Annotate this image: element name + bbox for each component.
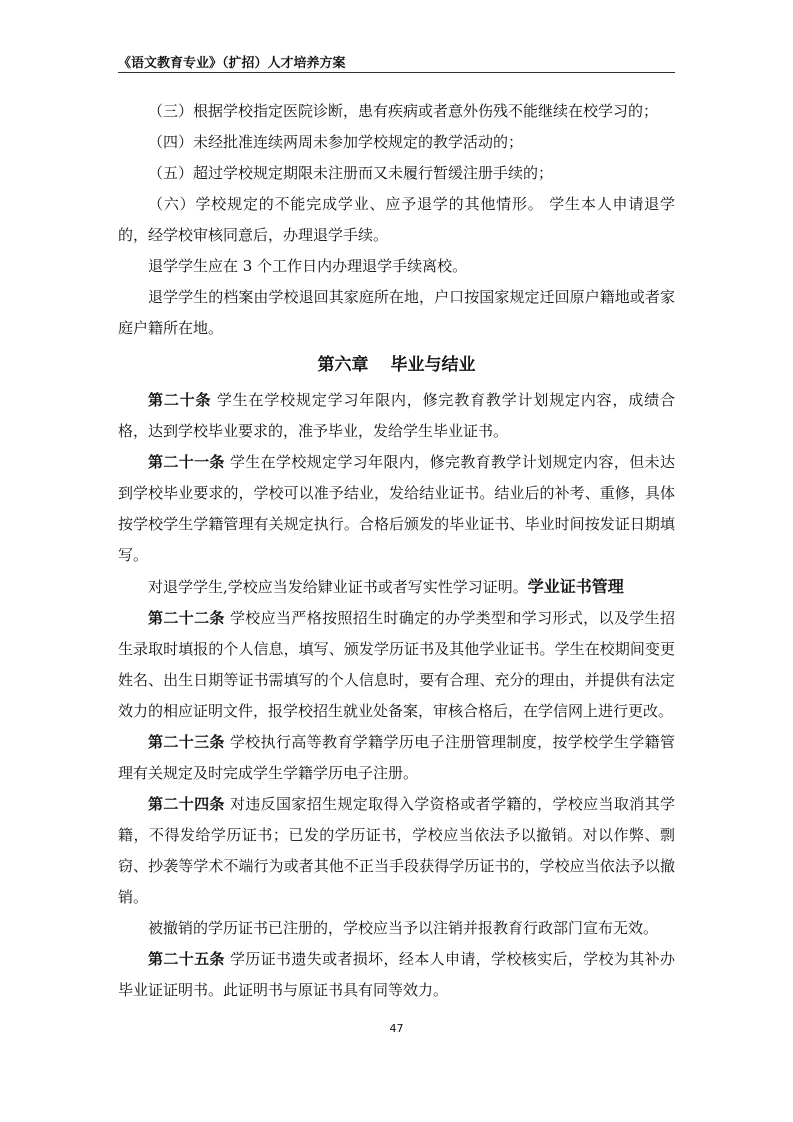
paragraph-leave-school: 退学学生应在 3 个工作日内办理退学手续离校。 <box>148 257 468 275</box>
paragraph-item-4: （四）未经批准连续两周未参加学校规定的教学活动的； <box>148 133 524 151</box>
article-text: 对违反国家招生规定取得入学资格或者学籍的，学校应当取消其学籍，不得发给学历证书；已发的学历证书，学校应当依法予以撤销。对以作弊、剽窃、抄袭等学术不端行为或者其他不正当手段获得学历证书的，学校应当依法予以撤销。 <box>118 795 675 906</box>
article-text: 学校执行高等教育学籍学历电子注册管理制度，按学校学生学籍管理有关规定及时完成学生学籍学历电子注册。 <box>118 733 675 782</box>
article-label: 第二十五条 <box>148 950 225 968</box>
article-text: 学校应当严格按照招生时确定的办学类型和学习形式，以及学生招生录取时填报的个人信息，填写、颁发学历证书及其他学业证书。学生在校期间变更姓名、出生日期等证书需填写的个人信息时，要有合理、充分的理由，并提供有法定效力的相应证明文件，报学校招生就业处备案，审核合格后，在学信网上进行更改。 <box>118 609 675 720</box>
article-label: 第二十四条 <box>148 795 225 813</box>
article-21 <box>118 447 675 571</box>
paragraph-revoked-certificate: 被撤销的学历证书已注册的，学校应当予以注销并报教育行政部门宣布无效。 <box>148 919 659 937</box>
article-23 <box>118 727 675 789</box>
article-text: 学生在学校规定学习年限内，修完教育教学计划规定内容，成绩合格，达到学校毕业要求的，准予毕业，发给学生毕业证书。 <box>118 391 675 440</box>
article-label: 第二十二条 <box>148 609 225 627</box>
article-label: 第二十一条 <box>148 453 225 471</box>
article-25 <box>118 944 675 1006</box>
paragraph-item-3: （三）根据学校指定医院诊断，患有疾病或者意外伤残不能继续在校学习的； <box>148 102 659 120</box>
article-22 <box>118 603 675 727</box>
article-label: 第二十三条 <box>148 733 225 751</box>
article-24 <box>118 789 675 913</box>
page-number: 47 <box>389 1022 404 1035</box>
chapter-number: 第六章 <box>317 355 369 375</box>
chapter-title: 毕业与结业 <box>390 355 476 375</box>
article-text: 学历证书遗失或者损坏，经本人申请，学校核实后，学校为其补办毕业证证明书。此证明书与原证书具有同等效力。 <box>118 950 675 999</box>
article-text: 学生在学校规定学习年限内，修完教育教学计划规定内容，但未达到学校毕业要求的，学校可以准予结业，发给结业证书。结业后的补考、重修，具体按学校学生学籍管理有关规定执行。合格后颁发的毕业证书、毕业时间按发证日期填写。 <box>118 453 675 564</box>
paragraph-archives: 退学学生的档案由学校退回其家庭所在地，户口按国家规定迁回原户籍地或者家庭户籍所在地。 <box>118 288 675 337</box>
article-20 <box>118 385 675 447</box>
header-divider <box>118 72 675 73</box>
article-label: 第二十条 <box>148 391 212 409</box>
page-body <box>118 96 675 1006</box>
paragraph-text: 对退学学生,学校应当发给肄业证书或者写实性学习证明。 <box>148 578 528 596</box>
chapter-heading <box>118 350 675 381</box>
paragraph-item-6: （六）学校规定的不能完成学业、应予退学的其他情形。 学生本人申请退学的，经学校审核同意后，办理退学手续。 <box>118 195 675 244</box>
section-heading: 学业证书管理 <box>527 577 624 596</box>
paragraph-item-5: （五）超过学校规定期限未注册而又未履行暂缓注册手续的； <box>148 164 554 182</box>
paragraph-withdrawal-certificate <box>118 571 675 603</box>
running-header: 《语文教育专业》（扩招）人才培养方案 <box>118 56 346 71</box>
